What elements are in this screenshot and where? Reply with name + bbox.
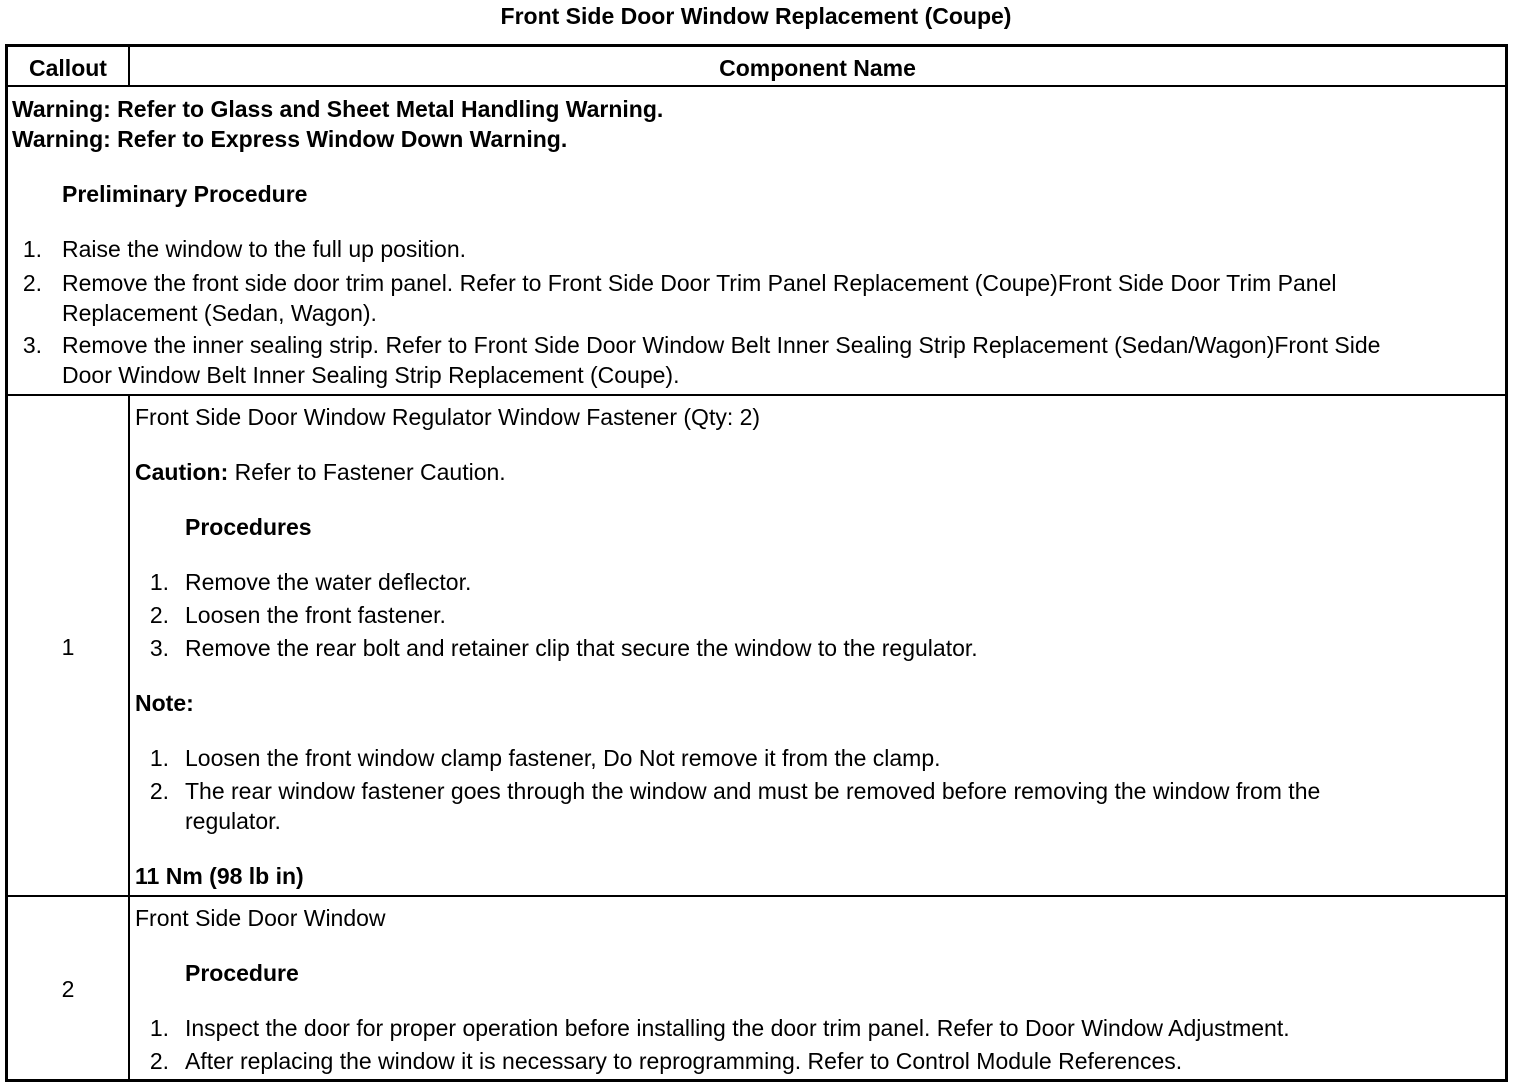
component-name: Front Side Door Window: [135, 905, 386, 931]
preliminary-heading: Preliminary Procedure: [62, 181, 308, 207]
callout-header: Callout: [29, 55, 107, 81]
procedure-heading: Procedure: [185, 960, 299, 986]
step-number: 1.: [22, 236, 42, 262]
step-number: 3.: [22, 332, 42, 358]
warning-text: Warning: Refer to Glass and Sheet Metal Handling Warning.: [12, 96, 664, 122]
step-number: 2.: [149, 1048, 169, 1074]
step-number: 2.: [22, 270, 42, 296]
component-name-header: Component Name: [719, 55, 916, 81]
step-text: Remove the water deflector.: [185, 569, 472, 595]
page-title: Front Side Door Window Replacement (Coupe): [500, 3, 1012, 29]
note-text: regulator.: [185, 808, 281, 834]
step-text: Remove the inner sealing strip. Refer to Front Side Door Window Belt Inner Sealing Strip Replacement (Sedan/Wagon)Front Side: [62, 332, 1381, 358]
callout-number: 1: [61, 634, 75, 660]
step-text: Loosen the front fastener.: [185, 602, 446, 628]
caution-text: Refer to Fastener Caution.: [228, 459, 506, 485]
step-number: 1.: [149, 1015, 169, 1041]
step-number: 1.: [149, 569, 169, 595]
warning-text: Warning: Refer to Express Window Down Warning.: [12, 126, 568, 152]
note-number: 1.: [149, 745, 169, 771]
callout-number: 2: [61, 976, 75, 1002]
step-text: Inspect the door for proper operation before installing the door trim panel. Refer to Door Window Adjustment.: [185, 1015, 1290, 1041]
step-text: Door Window Belt Inner Sealing Strip Replacement (Coupe).: [62, 362, 680, 388]
header-divider: [8, 85, 1505, 87]
step-text: Remove the rear bolt and retainer clip that secure the window to the regulator.: [185, 635, 978, 661]
row-divider: [8, 394, 1505, 396]
note-label: Note:: [135, 690, 194, 716]
caution-line: [135, 457, 506, 487]
step-number: 2.: [149, 602, 169, 628]
step-text: Remove the front side door trim panel. Refer to Front Side Door Trim Panel Replacement (Coupe)Front Side Door Trim Panel: [62, 270, 1337, 296]
column-divider: [128, 394, 130, 1082]
component-name: Front Side Door Window Regulator Window Fastener (Qty: 2): [135, 404, 761, 430]
component-table: [5, 44, 1508, 1082]
note-text: Loosen the front window clamp fastener, Do Not remove it from the clamp.: [185, 745, 941, 771]
procedures-heading: Procedures: [185, 514, 312, 540]
step-number: 3.: [149, 635, 169, 661]
note-text: The rear window fastener goes through the window and must be removed before removing the window from the: [185, 778, 1321, 804]
torque-spec: 11 Nm (98 lb in): [135, 863, 304, 889]
step-text: Replacement (Sedan, Wagon).: [62, 300, 377, 326]
step-text: After replacing the window it is necessary to reprogramming. Refer to Control Module References.: [185, 1048, 1183, 1074]
note-number: 2.: [149, 778, 169, 804]
row-divider: [8, 895, 1505, 897]
caution-label: Caution:: [135, 459, 229, 485]
step-text: Raise the window to the full up position.: [62, 236, 467, 262]
